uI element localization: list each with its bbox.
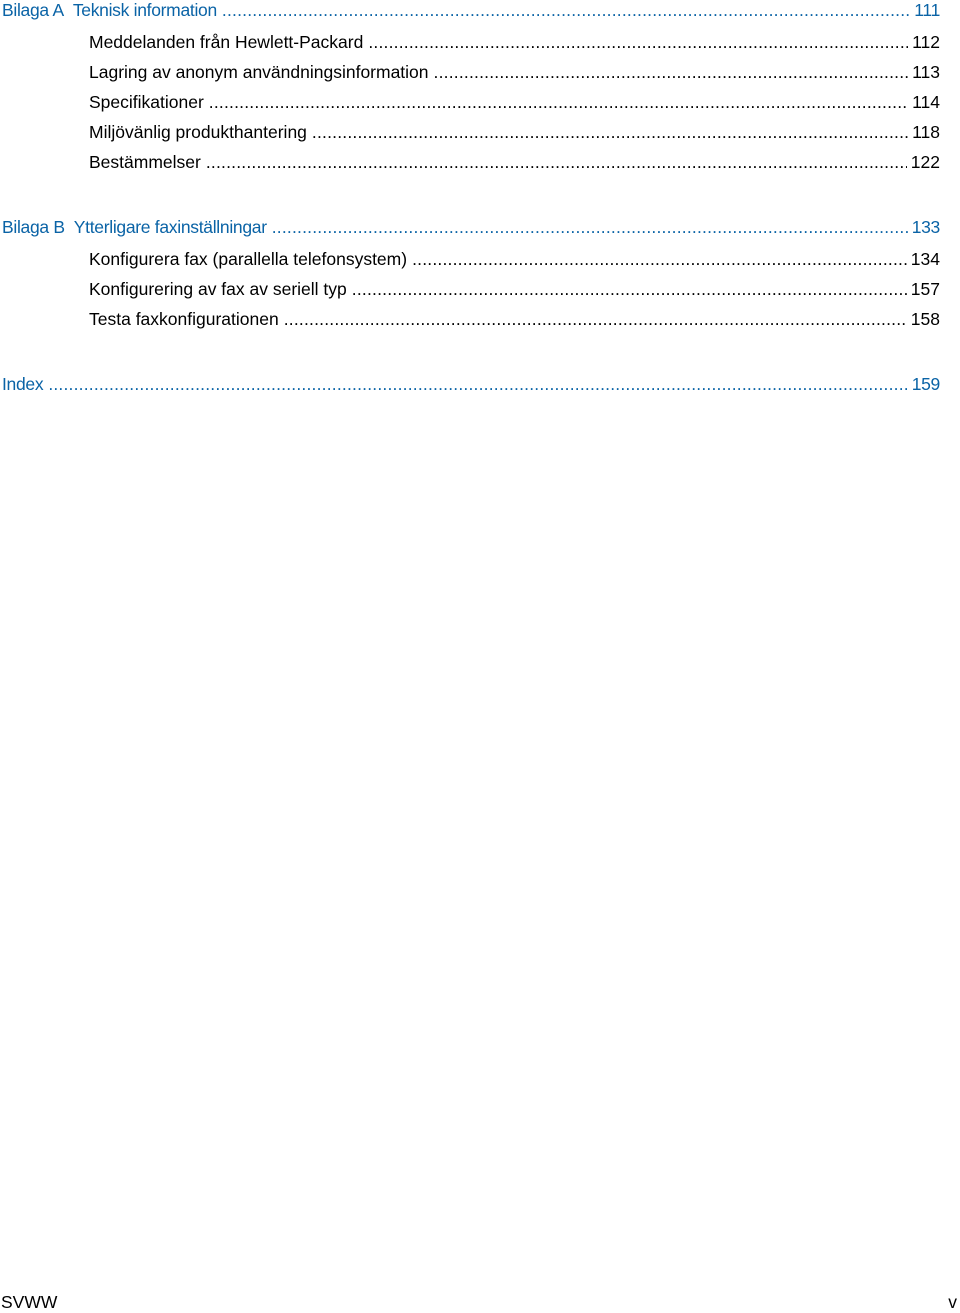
toc-entry-label: Index bbox=[2, 374, 44, 394]
toc-entry-testa-fax[interactable] bbox=[89, 307, 940, 331]
toc-entry-label: Konfigurering av fax av seriell typ bbox=[89, 279, 347, 299]
appendix-title: Ytterligare faxinställningar bbox=[73, 217, 267, 237]
toc-entry-label bbox=[2, 215, 267, 239]
toc-entry-label: Lagring av anonym användningsinformation bbox=[89, 62, 429, 82]
toc-entry-index[interactable] bbox=[2, 372, 940, 396]
page-number: 133 bbox=[911, 217, 940, 237]
toc-entry-miljovanlig[interactable] bbox=[89, 120, 940, 144]
page-number: 158 bbox=[910, 309, 940, 329]
footer-locale-code: SVWW bbox=[1, 1292, 58, 1312]
page-number: 157 bbox=[910, 279, 940, 299]
toc-entry-bilaga-a[interactable] bbox=[2, 0, 940, 22]
dot-leader bbox=[412, 247, 907, 271]
page-number: 122 bbox=[910, 152, 940, 172]
page-number: 111 bbox=[914, 0, 940, 20]
dot-leader bbox=[48, 372, 907, 396]
page-number: 134 bbox=[910, 249, 940, 269]
toc-entry-label: Konfigurera fax (parallella telefonsystem) bbox=[89, 249, 408, 269]
appendix-prefix: Bilaga A bbox=[2, 0, 64, 20]
appendix-prefix: Bilaga B bbox=[2, 217, 65, 237]
dot-leader bbox=[312, 120, 908, 144]
toc-entry-meddelanden[interactable] bbox=[89, 30, 940, 54]
toc-entry-label: Testa faxkonfigurationen bbox=[89, 309, 279, 329]
dot-leader bbox=[368, 30, 908, 54]
dot-leader bbox=[284, 307, 907, 331]
dot-leader bbox=[222, 0, 910, 22]
toc-entry-label: Specifikationer bbox=[89, 92, 204, 112]
toc-entry-lagring[interactable] bbox=[89, 60, 940, 84]
dot-leader bbox=[272, 215, 908, 239]
page-number: 114 bbox=[912, 92, 940, 112]
toc-entry-specifikationer[interactable] bbox=[89, 90, 940, 114]
toc-entry-bilaga-b[interactable] bbox=[2, 215, 940, 239]
page-number: 112 bbox=[912, 32, 940, 52]
dot-leader bbox=[206, 150, 907, 174]
page-number: 113 bbox=[912, 62, 940, 82]
appendix-title: Teknisk information bbox=[72, 0, 217, 20]
footer-page-number: v bbox=[948, 1292, 957, 1312]
toc-entry-label bbox=[2, 0, 217, 22]
toc-entry-bestammelser[interactable] bbox=[89, 150, 940, 174]
dot-leader bbox=[209, 90, 908, 114]
page-number: 159 bbox=[911, 374, 940, 394]
toc-entry-konfigurering-seriell[interactable] bbox=[89, 277, 940, 301]
toc-entry-label: Bestämmelser bbox=[89, 152, 201, 172]
toc-entry-konfigurera-fax[interactable] bbox=[89, 247, 940, 271]
toc-entry-label: Meddelanden från Hewlett-Packard bbox=[89, 32, 364, 52]
dot-leader bbox=[352, 277, 907, 301]
dot-leader bbox=[434, 60, 909, 84]
toc-entry-label: Miljövänlig produkthantering bbox=[89, 122, 307, 142]
page-number: 118 bbox=[912, 122, 940, 142]
